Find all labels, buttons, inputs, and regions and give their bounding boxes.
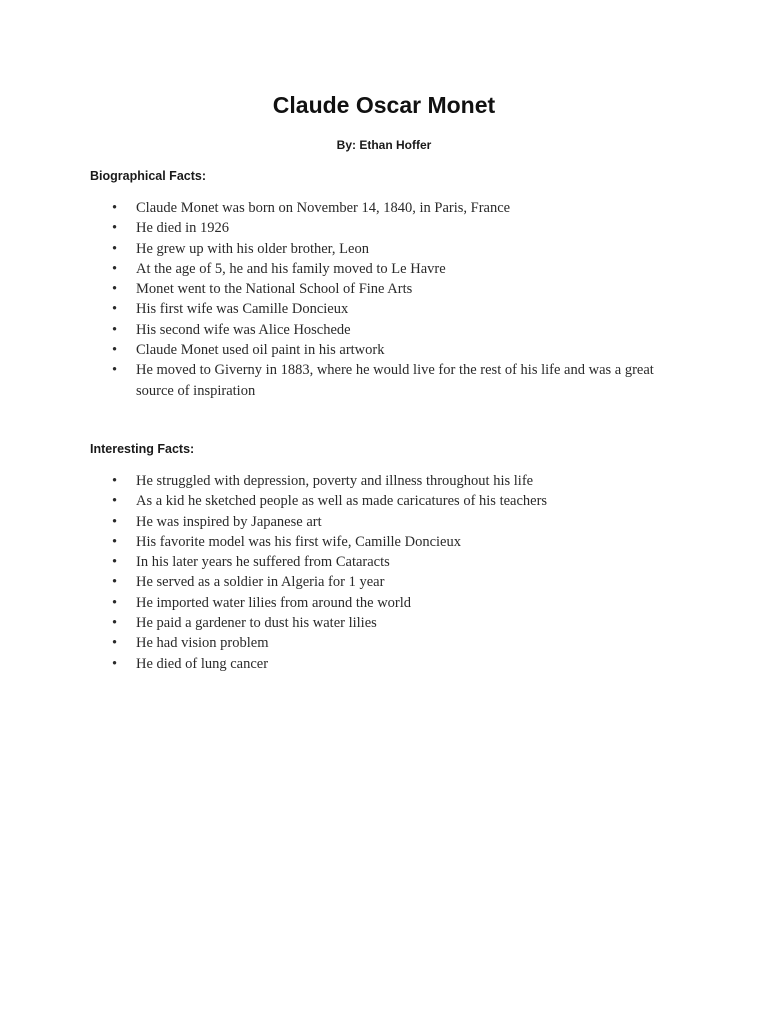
author-byline: By: Ethan Hoffer bbox=[336, 138, 432, 152]
list-item-text: His first wife was Camille Doncieux bbox=[136, 301, 349, 318]
list-item-text: Monet went to the National School of Fine Arts bbox=[136, 281, 413, 298]
list-item-text: He had vision problem bbox=[136, 635, 269, 652]
list-item-text: His second wife was Alice Hoschede bbox=[136, 321, 351, 338]
list-item bbox=[112, 218, 692, 238]
list-item-text: He died in 1926 bbox=[136, 220, 230, 237]
list-item-text: He paid a gardener to dust his water lilies bbox=[136, 615, 377, 632]
bullet-icon: • bbox=[112, 493, 118, 510]
bullet-icon: • bbox=[112, 655, 118, 672]
list-item bbox=[112, 239, 692, 259]
list-item bbox=[112, 299, 692, 319]
list-item bbox=[112, 572, 692, 592]
list-item-text: As a kid he sketched people as well as made caricatures of his teachers bbox=[136, 493, 548, 510]
list-item bbox=[112, 320, 692, 340]
bullet-icon: • bbox=[112, 554, 118, 571]
document-title: Claude Oscar Monet bbox=[272, 92, 496, 118]
list-item bbox=[112, 360, 692, 401]
list-item bbox=[112, 198, 692, 218]
bullet-icon: • bbox=[112, 533, 118, 550]
list-item bbox=[112, 552, 692, 572]
list-item bbox=[112, 654, 692, 674]
bullet-icon: • bbox=[112, 220, 118, 237]
bullet-icon: • bbox=[112, 594, 118, 611]
list-item bbox=[112, 279, 692, 299]
interesting-facts-list bbox=[112, 471, 692, 674]
bullet-icon: • bbox=[112, 342, 118, 359]
list-item-text: He served as a soldier in Algeria for 1 year bbox=[136, 574, 385, 591]
list-item-text: Claude Monet used oil paint in his artwork bbox=[136, 342, 385, 359]
bullet-icon: • bbox=[112, 473, 118, 489]
bullet-icon: • bbox=[112, 615, 118, 632]
list-item-text: He struggled with depression, poverty and illness throughout his life bbox=[136, 473, 534, 489]
bullet-icon: • bbox=[112, 362, 118, 379]
bullet-icon: • bbox=[112, 513, 118, 530]
bullet-icon: • bbox=[112, 635, 118, 652]
bullet-icon: • bbox=[112, 321, 118, 338]
list-item bbox=[112, 613, 692, 633]
biographical-facts-heading: Biographical Facts: bbox=[90, 169, 206, 183]
list-item-text: His favorite model was his first wife, Camille Doncieux bbox=[136, 533, 461, 550]
list-item bbox=[112, 593, 692, 613]
list-item bbox=[112, 471, 692, 491]
list-item bbox=[112, 491, 692, 511]
list-item-text: He was inspired by Japanese art bbox=[136, 513, 322, 530]
bullet-icon: • bbox=[112, 200, 118, 216]
list-item bbox=[112, 512, 692, 532]
list-item-text: In his later years he suffered from Cataracts bbox=[136, 554, 390, 571]
interesting-facts-heading: Interesting Facts: bbox=[90, 442, 195, 456]
bullet-icon: • bbox=[112, 281, 118, 298]
bullet-icon: • bbox=[112, 240, 118, 257]
list-item bbox=[112, 633, 692, 653]
list-item-text: At the age of 5, he and his family moved to Le Havre bbox=[136, 260, 446, 277]
list-item bbox=[112, 259, 692, 279]
bullet-icon: • bbox=[112, 574, 118, 591]
list-item-text: He moved to Giverny in 1883, where he would live for the rest of his life and was a great source of inspiration bbox=[136, 362, 654, 399]
list-item bbox=[112, 532, 692, 552]
list-item bbox=[112, 340, 692, 360]
list-item-text: He imported water lilies from around the world bbox=[136, 594, 412, 611]
bullet-icon: • bbox=[112, 301, 118, 318]
list-item-text: He grew up with his older brother, Leon bbox=[136, 240, 369, 257]
biographical-facts-list bbox=[112, 198, 692, 401]
bullet-icon: • bbox=[112, 260, 118, 277]
list-item-text: Claude Monet was born on November 14, 1840, in Paris, France bbox=[136, 200, 511, 216]
list-item-text: He died of lung cancer bbox=[136, 655, 269, 672]
